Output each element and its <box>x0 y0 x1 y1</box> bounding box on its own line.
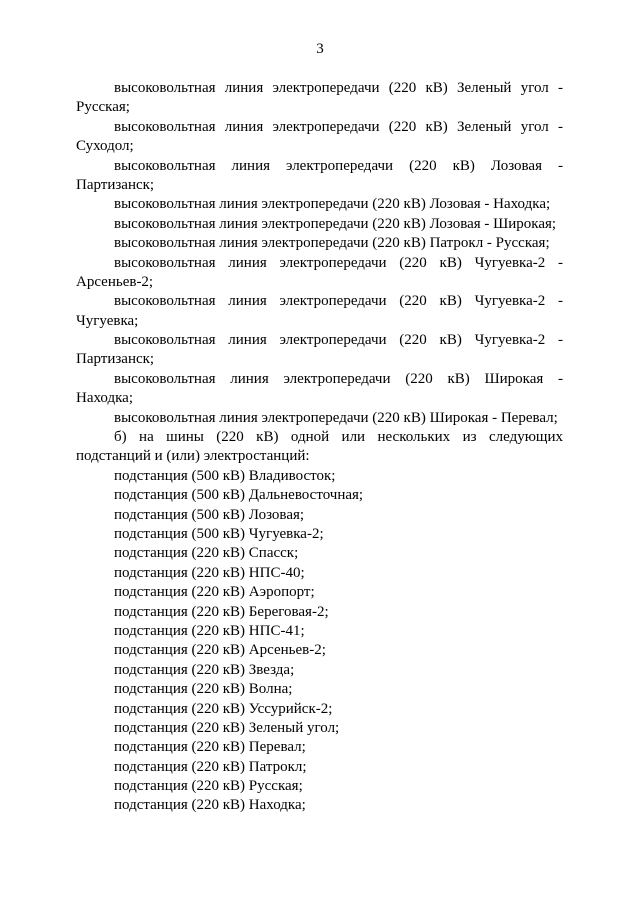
text-line: Партизанск; <box>76 351 155 368</box>
text-line: Суходол; <box>76 138 134 155</box>
text-line: подстанций и (или) электростанций: <box>76 448 310 465</box>
text-line: высоковольтная линия электропередачи (220 кВ) Зеленый угол - <box>114 80 563 96</box>
text-line: подстанция (220 кВ) Спасск; <box>114 545 299 562</box>
text-line: высоковольтная линия электропередачи (220 кВ) Зеленый угол - <box>114 118 563 135</box>
text-line: Находка; <box>76 390 134 407</box>
text-line: высоковольтная линия электропередачи (220 кВ) Чугуевка-2 - <box>114 254 563 271</box>
text-line: подстанция (500 кВ) Дальневосточная; <box>114 487 364 504</box>
text-line: подстанция (220 кВ) Русская; <box>114 778 303 795</box>
text-line: подстанция (500 кВ) Чугуевка-2; <box>114 525 324 542</box>
text-line: подстанция (220 кВ) Перевал; <box>114 739 306 756</box>
text-line: Арсеньев-2; <box>76 273 154 290</box>
text-line: подстанция (220 кВ) Береговая-2; <box>114 603 329 620</box>
text-line: подстанция (220 кВ) Находка; <box>114 797 306 814</box>
document-body <box>76 79 563 816</box>
text-line: подстанция (220 кВ) Патрокл; <box>114 758 307 775</box>
text-line: высоковольтная линия электропередачи (220 кВ) Лозовая - Широкая; <box>114 215 557 232</box>
text-line: подстанция (220 кВ) НПС-41; <box>114 622 305 639</box>
text-line: высоковольтная линия электропередачи (220 кВ) Патрокл - Русская; <box>114 235 550 252</box>
text-line: высоковольтная линия электропередачи (220 кВ) Чугуевка-2 - <box>114 332 563 349</box>
text-line: подстанция (500 кВ) Владивосток; <box>114 467 336 484</box>
text-line: подстанция (220 кВ) Арсеньев-2; <box>114 642 326 659</box>
text-line: подстанция (220 кВ) Зеленый угол; <box>114 719 340 736</box>
text-line: подстанция (500 кВ) Лозовая; <box>114 506 305 523</box>
text-line: высоковольтная линия электропередачи (220 кВ) Чугуевка-2 - <box>114 293 563 310</box>
page-number: 3 <box>316 41 324 57</box>
text-line: подстанция (220 кВ) Аэропорт; <box>114 584 315 601</box>
text-line: Русская; <box>76 99 130 116</box>
text-line: высоковольтная линия электропередачи (220 кВ) Лозовая - <box>114 157 563 174</box>
text-line: б) на шины (220 кВ) одной или нескольких из следующих <box>114 429 563 446</box>
text-line: высоковольтная линия электропередачи (220 кВ) Широкая - Перевал; <box>114 409 558 426</box>
text-line: Чугуевка; <box>76 312 139 329</box>
text-line: высоковольтная линия электропередачи (220 кВ) Лозовая - Находка; <box>114 196 551 213</box>
text-line: высоковольтная линия электропередачи (220 кВ) Широкая - <box>114 370 563 387</box>
text-line: подстанция (220 кВ) НПС-40; <box>114 564 305 581</box>
text-line: Партизанск; <box>76 176 155 193</box>
text-line: подстанция (220 кВ) Уссурийск-2; <box>114 700 333 717</box>
text-line: подстанция (220 кВ) Волна; <box>114 681 293 698</box>
text-line: подстанция (220 кВ) Звезда; <box>114 661 295 678</box>
